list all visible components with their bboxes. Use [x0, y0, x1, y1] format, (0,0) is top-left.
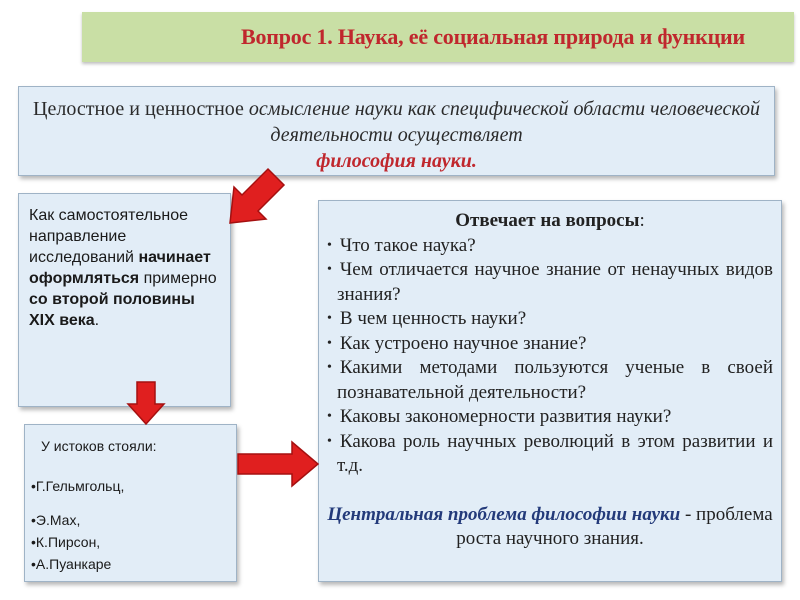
intro-box: [18, 86, 775, 176]
central-problem-rest: - проблема роста научного знания.: [456, 503, 773, 549]
intro-highlight: философия науки.: [316, 150, 477, 172]
question-item: • Что такое наука?: [327, 234, 773, 259]
founders-box: [24, 424, 237, 582]
origin-box: [18, 193, 231, 407]
origin-text-3: .: [94, 312, 100, 329]
question-item: • Каковы закономерности развития науки?: [327, 405, 773, 430]
intro-text: Целостное и ценностное: [33, 98, 249, 120]
central-problem: [327, 503, 773, 552]
arrow-founders-to-questions: [236, 440, 322, 488]
founder-item: • Г.Гельмгольц,: [31, 475, 230, 497]
questions-heading-colon: :: [639, 210, 645, 231]
founder-item: • А.Пуанкаре: [31, 553, 230, 575]
title-banner: [82, 12, 794, 62]
question-item: • Какова роль научных революций в этом развитии и т.д.: [327, 430, 773, 479]
origin-bold-2: со второй половины XIX века: [29, 291, 195, 329]
origin-bold-1: начинает оформляться: [29, 249, 211, 287]
origin-text-1: Как самостоятельное направление исследований: [29, 207, 188, 266]
question-item: • Чем отличается научное знание от ненаучных видов знания?: [327, 258, 773, 307]
question-item: • В чем ценность науки?: [327, 307, 773, 332]
founder-item: • К.Пирсон,: [31, 531, 230, 553]
arrow-intro-to-origin: [222, 163, 288, 229]
questions-heading: [327, 209, 773, 234]
central-problem-bold: Центральная проблема философии науки: [327, 503, 681, 525]
question-item: • Какими методами пользуются ученые в своей познавательной деятельности?: [327, 356, 773, 405]
page-title: Вопрос 1. Наука, её социальная природа и функции: [240, 24, 746, 49]
question-item: • Как устроено научное знание?: [327, 332, 773, 357]
founder-item: • Э.Мах,: [31, 509, 230, 531]
origin-text-2: примерно: [139, 270, 217, 287]
questions-heading-text: Отвечает на вопросы: [455, 210, 640, 231]
intro-italic: осмысление науки как специфической области человеческой деятельности осуществляет: [248, 98, 760, 146]
arrow-origin-to-founders: [126, 380, 166, 428]
questions-box: [318, 200, 782, 582]
founders-heading: У истоков стояли:: [41, 438, 157, 454]
